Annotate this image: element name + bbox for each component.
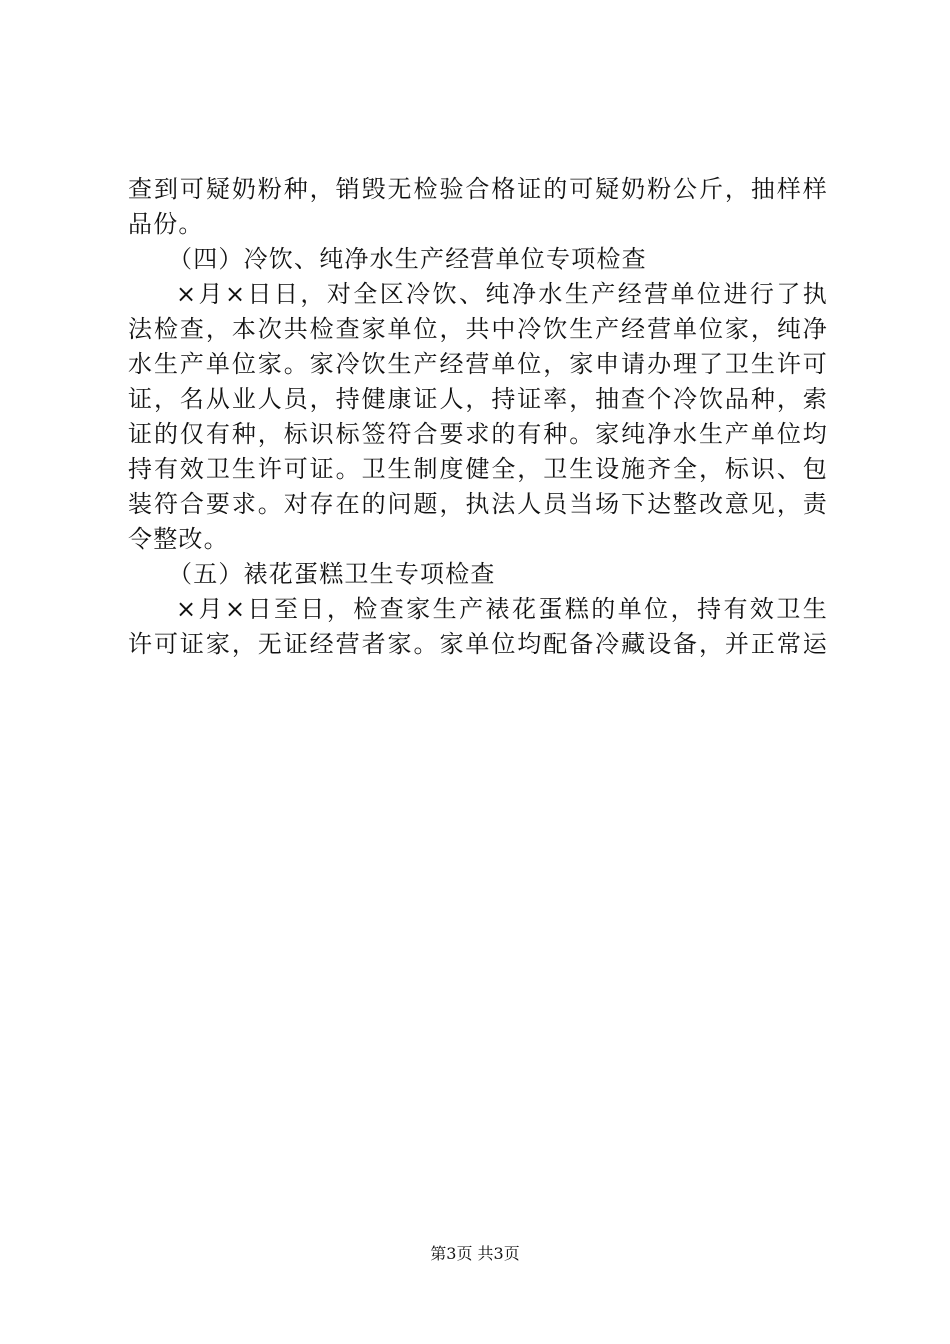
body-line: 许可证家，无证经营者家。家单位均配备冷藏设备，并正常运 — [128, 630, 828, 658]
body-line: 证，名从业人员，持健康证人，持证率，抽查个冷饮品种，索 — [128, 385, 828, 413]
paragraph-first-line: ×月×日日，对全区冷饮、纯净水生产经营单位进行了执 — [176, 280, 828, 308]
body-line: 法检查，本次共检查家单位，共中冷饮生产经营单位家，纯净 — [128, 315, 828, 343]
body-line: 令整改。 — [128, 525, 229, 553]
body-line: 水生产单位家。家冷饮生产经营单位，家申请办理了卫生许可 — [128, 350, 828, 378]
paragraph-first-line: ×月×日至日，检查家生产裱花蛋糕的单位，持有效卫生 — [176, 595, 828, 623]
body-line: 持有效卫生许可证。卫生制度健全，卫生设施齐全，标识、包 — [128, 455, 828, 483]
section-heading: （五）裱花蛋糕卫生专项检查 — [168, 560, 496, 588]
document-body — [128, 172, 828, 662]
body-line: 品份。 — [128, 210, 204, 238]
section-heading: （四）冷饮、纯净水生产经营单位专项检查 — [168, 245, 647, 273]
body-line: 证的仅有种，标识标签符合要求的有种。家纯净水生产单位均 — [128, 420, 828, 448]
page-number-footer: 第3页 共3页 — [430, 1244, 520, 1263]
body-line: 装符合要求。对存在的问题，执法人员当场下达整改意见，责 — [128, 490, 828, 518]
body-line: 查到可疑奶粉种，销毁无检验合格证的可疑奶粉公斤，抽样样 — [128, 175, 828, 203]
